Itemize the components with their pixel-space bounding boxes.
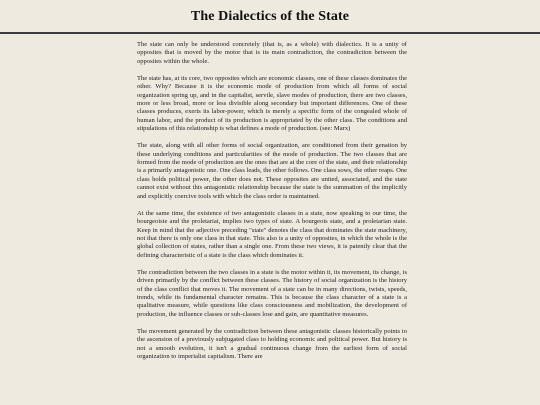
article-body bbox=[137, 41, 407, 370]
page-title: The Dialectics of the State bbox=[190, 9, 350, 24]
paragraph: The state, along with all other forms of social organization, are conditioned from their genation by these underlying conditions and particularities of the mode of production. The two classes that are formed from the mode of production are the ones that are at the core of the state, and their relationship is a primarily antagonistic one. One class leads, the other follows. One class sows, the other reaps. One class holds political power, the other does not. These opposites are united, associated, and the state cannot exist without this antagonistic relationship because the state is the summation of the implicitly and explicitly coercive tools with which the class order is maintained. bbox=[137, 142, 407, 200]
paragraph: The contradiction between the two classes in a state is the motor within it, its movement, its change, is driven primarily by the conflict between these classes. The history of social organization is the history of the class conflict that moves it. The movement of a state can be in many directions, twists, speeds, trends, while its fundamental character remains. This is because the class character of a state is a qualitative measure, while questions like class consciousness and mobilization, the development of production, the influence classes or sub-classes lose and gain, are quantitative measures. bbox=[137, 268, 407, 318]
paragraph: The state can only be understood concretely (that is, as a whole) with dialectics. It is a unity of opposites that is moved by the motor that is its main contradiction, the contradiction between the opposites within the whole. bbox=[137, 41, 407, 65]
paragraph: The movement generated by the contradiction between these antagonistic classes historically points to the ascension of a previously subjugated class to holding economic and political power. But history is not a smooth evolution, it isn't a gradual continuous change from the earliest form of social organization to imperialist capitalism. There are bbox=[137, 327, 407, 360]
paragraph: The state has, at its core, two opposites which are economic classes, one of these classes dominates the other. Why? Because it is the economic mode of production from which all forms of social organization spring up, and in the capitalist, servile, slave modes of production, there are two classes, more or less broad, more or less divisible along secondary but important differences. One of these classes produces, exerts its labor-power, which is merely a specific form of the congealed whole of human labor, and the product of its production is appropriated by the other class. The conditions and stipulations of this relationship is what defines a mode of production. (see: Marx) bbox=[137, 75, 407, 133]
paragraph: At the same time, the existence of two antagonistic classes in a state, now speaking to our time, the bourgeoisie and the proletariat, implies two types of state. A bourgeois state, and a proletarian state. Keep in mind that the adjective preceding "state" denotes the class that dominates the state machinery, not that there is only one class in that state. This also is a unity of opposites, in which the whole is the global collection of states, rather than a single one. From these two views, it is patently clear that the defining characteristic of a state is the class which dominates it. bbox=[137, 209, 407, 259]
page-header bbox=[0, 0, 540, 34]
